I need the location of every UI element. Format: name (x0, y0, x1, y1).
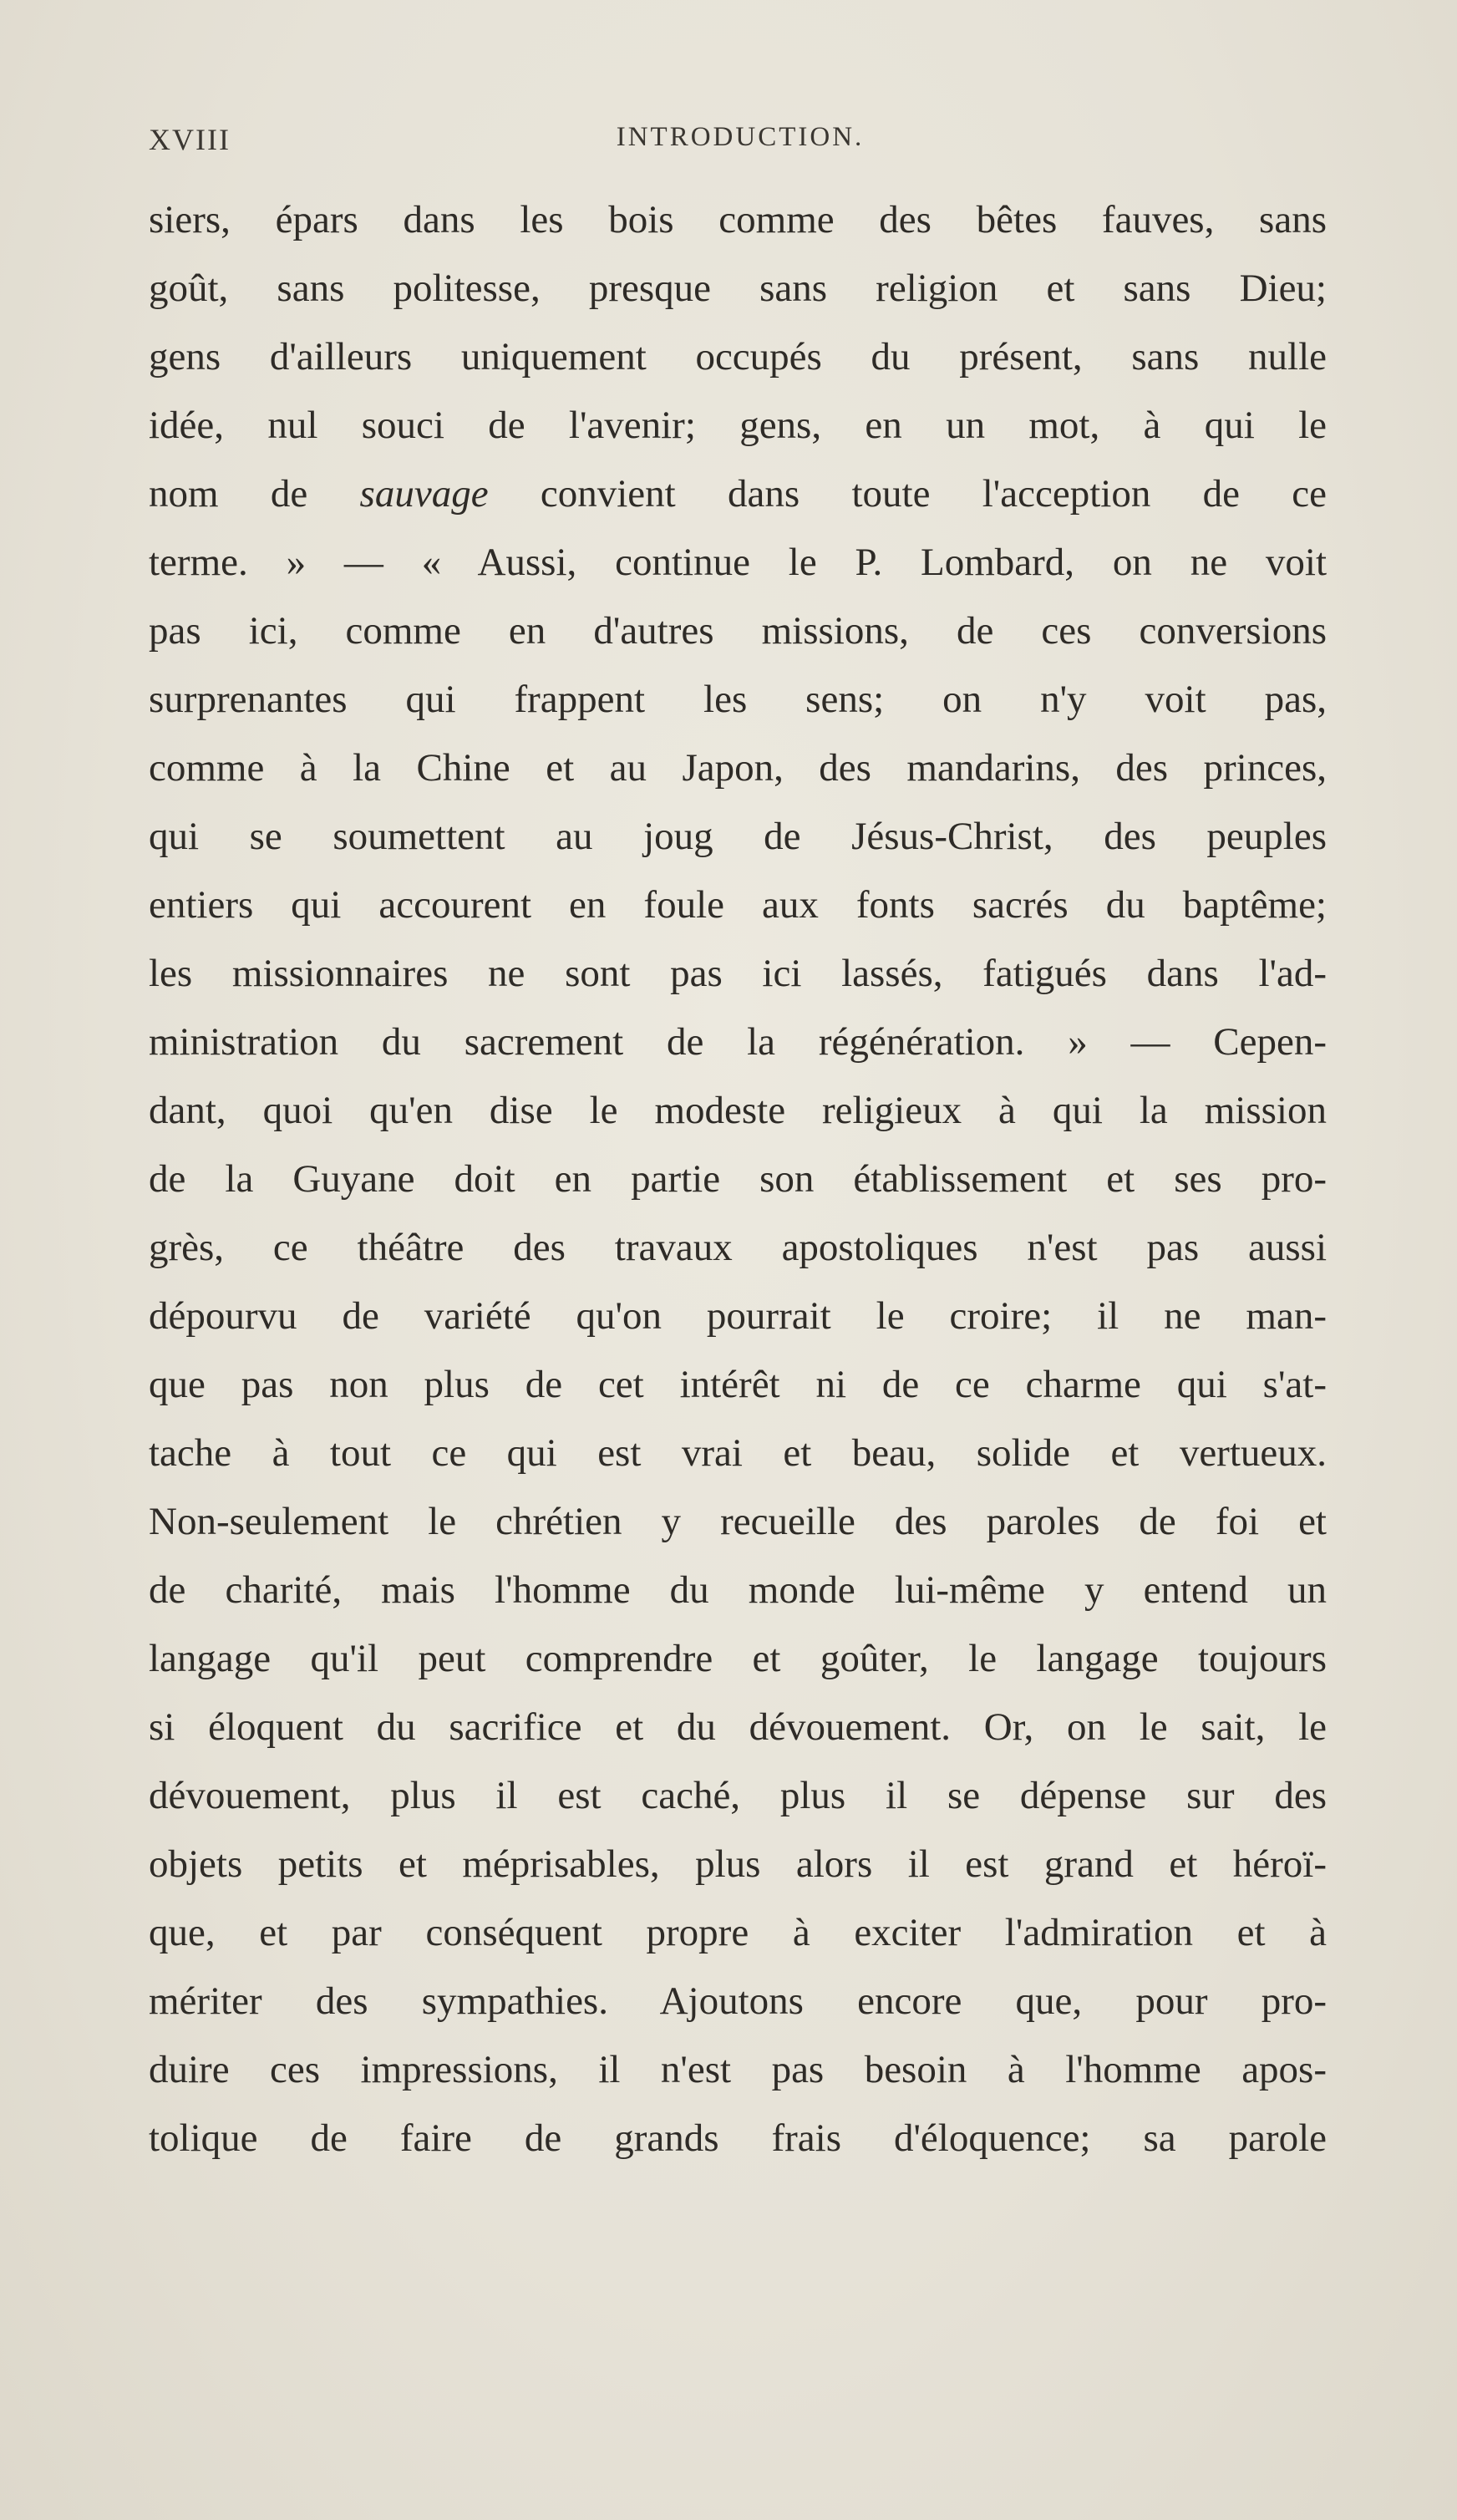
text-line: objets petits et méprisables, plus alors il est grand et héroï- (149, 1842, 1327, 1886)
text-line: mériter des sympathies. Ajoutons encore que, pour pro- (149, 1979, 1327, 2023)
text-line: tache à tout ce qui est vrai et beau, solide et vertueux. (149, 1431, 1327, 1475)
italic-word: sauvage (359, 472, 489, 516)
text-line: grès, ce théâtre des travaux apostoliques n'est pas aussi (149, 1226, 1327, 1269)
text-line: idée, nul souci de l'avenir; gens, en un mot, à qui le (149, 404, 1327, 447)
text-line: siers, épars dans les bois comme des bêtes fauves, sans (149, 198, 1327, 241)
body-text (149, 185, 1327, 2172)
text-span: convient dans toute l'acception de ce (540, 472, 1328, 516)
text-line: si éloquent du sacrifice et du dévouement. Or, on le sait, le (149, 1705, 1327, 1749)
text-line: entiers qui accourent en foule aux fonts sacrés du baptême; (149, 883, 1327, 927)
page-header (149, 122, 1332, 159)
text-line: surprenantes qui frappent les sens; on n'y voit pas, (149, 678, 1327, 721)
text-line: dant, quoi qu'en dise le modeste religieux à qui la mission (149, 1089, 1327, 1132)
text-line (149, 460, 1327, 528)
text-line: les missionnaires ne sont pas ici lassés, fatigués dans l'ad- (149, 952, 1327, 995)
text-line: qui se soumettent au joug de Jésus-Christ, des peuples (149, 815, 1327, 858)
text-line: que pas non plus de cet intérêt ni de ce charme qui s'at- (149, 1363, 1327, 1406)
text-line: pas ici, comme en d'autres missions, de ces conversions (149, 609, 1327, 653)
text-line: dépourvu de variété qu'on pourrait le croire; il ne man- (149, 1294, 1327, 1338)
text-line: de la Guyane doit en partie son établissement et ses pro- (149, 1157, 1327, 1201)
text-line: ministration du sacrement de la régénération. » — Cepen- (149, 1020, 1327, 1064)
running-head: INTRODUCTION. (616, 122, 865, 152)
text-line: tolique de faire de grands frais d'éloquence; sa parole (149, 2116, 1327, 2160)
text-line: duire ces impressions, il n'est pas besoin à l'homme apos- (149, 2048, 1327, 2091)
text-line: Non-seulement le chrétien y recueille des paroles de foi et (149, 1500, 1327, 1543)
text-line: dévouement, plus il est caché, plus il se dépense sur des (149, 1774, 1327, 1817)
text-line: que, et par conséquent propre à exciter l'admiration et à (149, 1911, 1327, 1954)
text-line: de charité, mais l'homme du monde lui-même y entend un (149, 1568, 1327, 1612)
text-line: terme. » — « Aussi, continue le P. Lombard, on ne voit (149, 541, 1327, 584)
text-line: goût, sans politesse, presque sans religion et sans Dieu; (149, 267, 1327, 310)
page-number: XVIII (149, 123, 231, 156)
text-span: nom de (149, 472, 308, 516)
text-line: comme à la Chine et au Japon, des mandarins, des princes, (149, 746, 1327, 790)
text-line: langage qu'il peut comprendre et goûter, le langage toujours (149, 1637, 1327, 1680)
text-line: gens d'ailleurs uniquement occupés du présent, sans nulle (149, 335, 1327, 379)
